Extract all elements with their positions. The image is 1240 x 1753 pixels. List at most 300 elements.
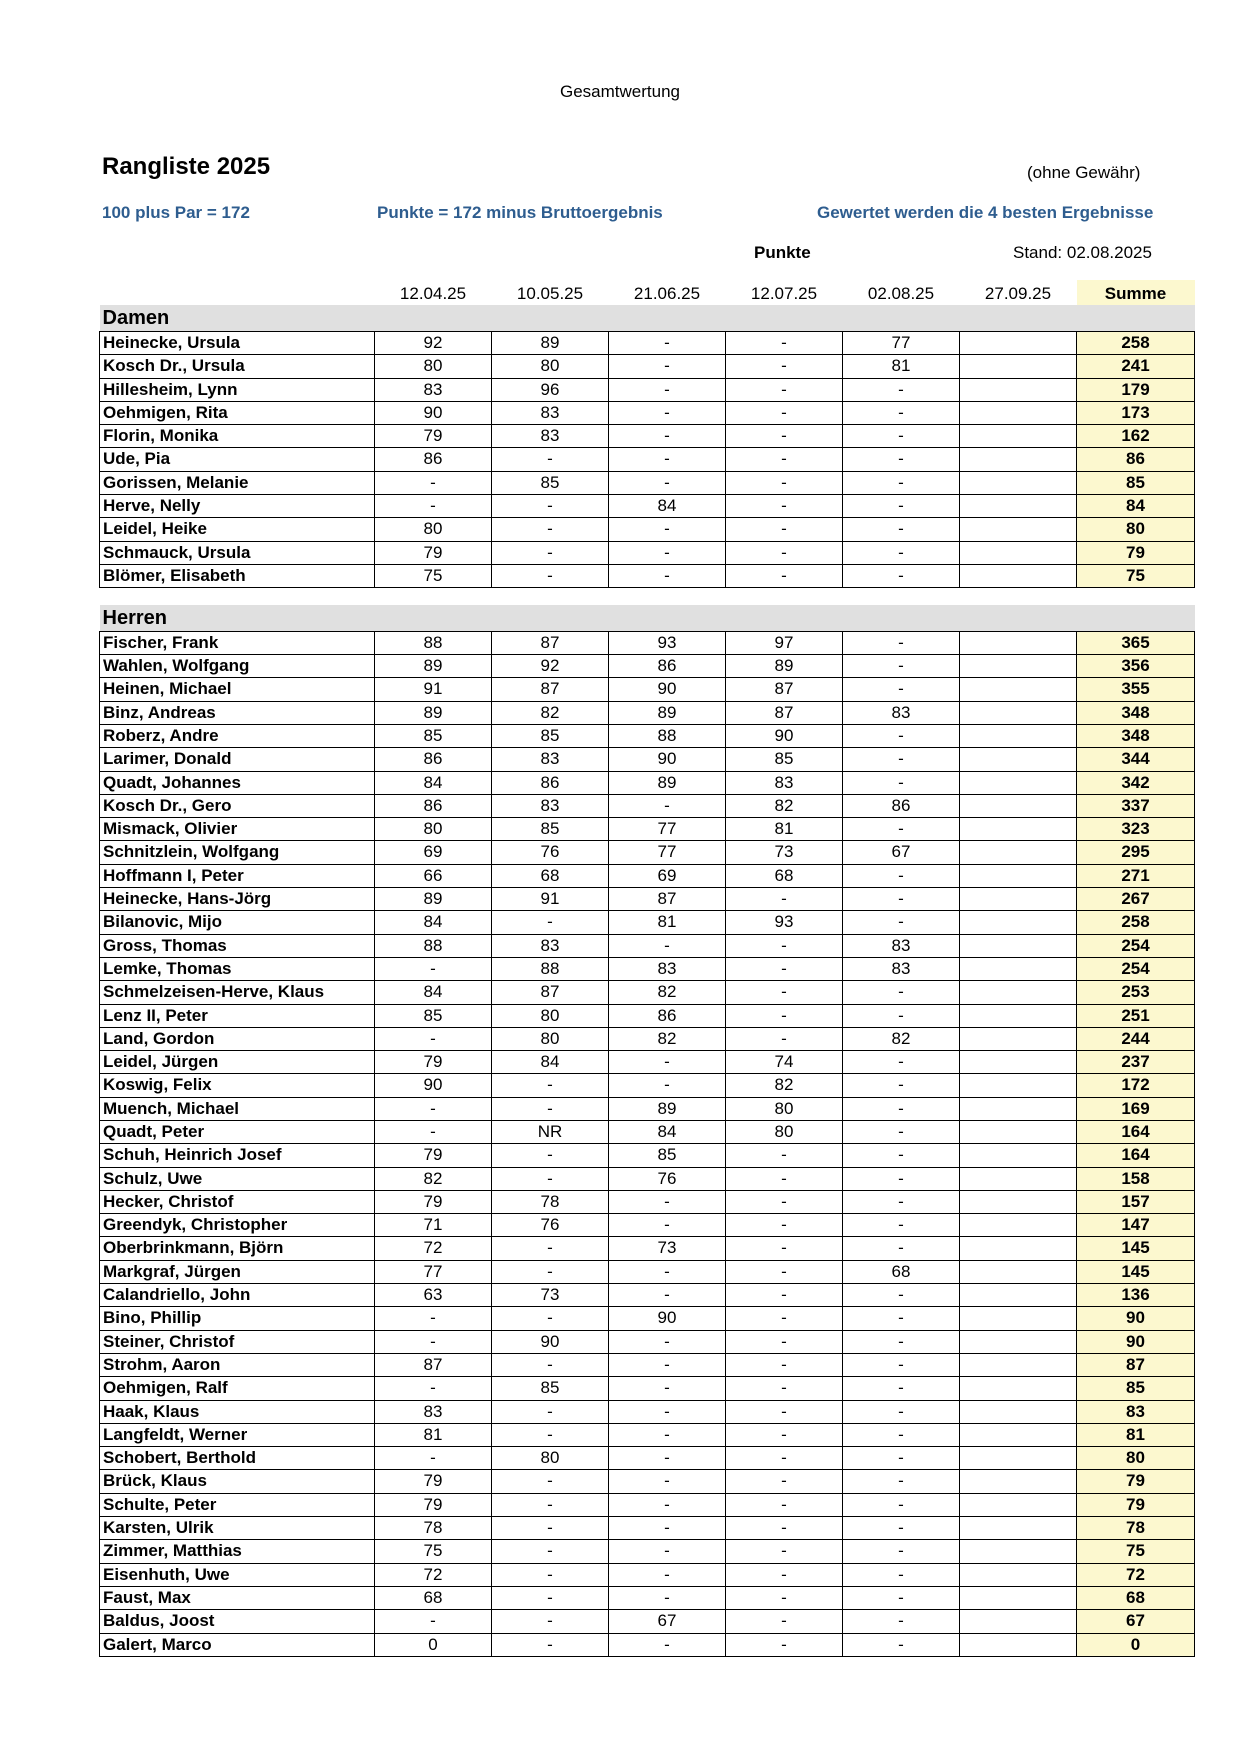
score-cell [960, 1470, 1077, 1493]
sum-cell: 348 [1077, 724, 1195, 747]
score-cell: - [726, 518, 843, 541]
score-cell: - [843, 1423, 960, 1446]
sum-cell: 164 [1077, 1121, 1195, 1144]
score-cell: - [726, 957, 843, 980]
sum-cell: 85 [1077, 471, 1195, 494]
score-cell: 88 [609, 724, 726, 747]
score-cell: 83 [843, 701, 960, 724]
score-cell: - [375, 1447, 492, 1470]
score-cell [960, 1121, 1077, 1144]
score-cell: - [843, 724, 960, 747]
score-cell: - [726, 1190, 843, 1213]
player-name-cell: Schnitzlein, Wolfgang [100, 841, 375, 864]
score-cell: - [609, 1353, 726, 1376]
table-row [100, 1586, 1195, 1609]
score-cell [960, 1330, 1077, 1353]
player-name-cell: Wahlen, Wolfgang [100, 655, 375, 678]
score-cell: - [609, 1423, 726, 1446]
score-cell: - [726, 1144, 843, 1167]
sum-cell: 251 [1077, 1004, 1195, 1027]
score-cell: - [609, 1284, 726, 1307]
score-cell: - [609, 564, 726, 587]
score-cell: 93 [609, 631, 726, 654]
score-cell: 83 [492, 934, 609, 957]
sum-cell: 356 [1077, 655, 1195, 678]
score-cell: - [492, 1633, 609, 1656]
score-cell: 80 [492, 1004, 609, 1027]
player-name-cell: Heinecke, Hans-Jörg [100, 888, 375, 911]
table-row [100, 355, 1195, 378]
score-cell: 81 [726, 818, 843, 841]
score-cell: - [609, 794, 726, 817]
score-cell: - [492, 1493, 609, 1516]
table-row [100, 655, 1195, 678]
section-title: Damen [100, 305, 1195, 332]
score-cell: - [843, 1097, 960, 1120]
score-cell [960, 934, 1077, 957]
score-cell [960, 1307, 1077, 1330]
score-cell: 73 [726, 841, 843, 864]
table-row [100, 888, 1195, 911]
score-cell: 79 [375, 425, 492, 448]
table-row [100, 1051, 1195, 1074]
score-cell: 81 [843, 355, 960, 378]
score-cell: 89 [609, 701, 726, 724]
sum-cell: 348 [1077, 701, 1195, 724]
score-cell: - [843, 1330, 960, 1353]
table-row [100, 1447, 1195, 1470]
score-cell: 72 [375, 1563, 492, 1586]
score-cell: 84 [492, 1051, 609, 1074]
table-row [100, 1214, 1195, 1237]
table-row [100, 1097, 1195, 1120]
score-cell [960, 794, 1077, 817]
score-cell: 88 [492, 957, 609, 980]
score-cell: - [609, 425, 726, 448]
column-header-date: 12.07.25 [750, 283, 818, 303]
table-row [100, 818, 1195, 841]
score-cell: - [843, 1563, 960, 1586]
player-name-cell: Bino, Phillip [100, 1307, 375, 1330]
score-cell: 82 [609, 1027, 726, 1050]
score-cell: 79 [375, 1470, 492, 1493]
table-row [100, 471, 1195, 494]
score-cell: - [492, 1400, 609, 1423]
table-row [100, 541, 1195, 564]
score-cell: - [492, 1097, 609, 1120]
player-name-cell: Strohm, Aaron [100, 1353, 375, 1376]
score-cell: 85 [492, 724, 609, 747]
table-row [100, 1470, 1195, 1493]
score-cell [960, 564, 1077, 587]
player-name-cell: Zimmer, Matthias [100, 1540, 375, 1563]
sum-cell: 145 [1077, 1237, 1195, 1260]
score-cell: 90 [609, 1307, 726, 1330]
score-cell: - [843, 1237, 960, 1260]
score-cell: - [726, 1353, 843, 1376]
score-cell: - [843, 1144, 960, 1167]
score-cell: - [726, 1377, 843, 1400]
score-cell: 77 [843, 332, 960, 355]
player-name-cell: Ude, Pia [100, 448, 375, 471]
score-cell: - [726, 981, 843, 1004]
score-cell: - [375, 471, 492, 494]
table-row [100, 1493, 1195, 1516]
score-cell [960, 378, 1077, 401]
score-cell [960, 724, 1077, 747]
table-row [100, 1190, 1195, 1213]
score-cell: 83 [609, 957, 726, 980]
score-cell: 83 [492, 748, 609, 771]
score-cell: - [843, 1051, 960, 1074]
sum-cell: 75 [1077, 1540, 1195, 1563]
score-cell: - [492, 448, 609, 471]
score-cell [960, 471, 1077, 494]
score-cell: - [843, 1470, 960, 1493]
player-name-cell: Schobert, Berthold [100, 1447, 375, 1470]
score-cell [960, 701, 1077, 724]
score-cell: - [843, 981, 960, 1004]
score-cell: 76 [609, 1167, 726, 1190]
score-cell: - [492, 1074, 609, 1097]
score-cell: 89 [492, 332, 609, 355]
table-row [100, 1307, 1195, 1330]
player-name-cell: Schmelzeisen-Herve, Klaus [100, 981, 375, 1004]
score-cell: 68 [843, 1260, 960, 1283]
score-cell: 89 [609, 771, 726, 794]
score-cell: 80 [492, 355, 609, 378]
score-cell: 86 [375, 448, 492, 471]
score-cell: - [609, 1633, 726, 1656]
score-cell: 83 [843, 957, 960, 980]
score-cell: 75 [375, 564, 492, 587]
score-cell: 86 [609, 1004, 726, 1027]
score-cell: - [843, 748, 960, 771]
sum-cell: 84 [1077, 495, 1195, 518]
score-cell: 82 [375, 1167, 492, 1190]
score-cell: - [726, 1330, 843, 1353]
sum-cell: 86 [1077, 448, 1195, 471]
table-row [100, 957, 1195, 980]
table-row [100, 1027, 1195, 1050]
score-cell [960, 518, 1077, 541]
player-name-cell: Roberz, Andre [100, 724, 375, 747]
sum-cell: 253 [1077, 981, 1195, 1004]
sum-cell: 83 [1077, 1400, 1195, 1423]
score-cell [960, 448, 1077, 471]
sum-cell: 244 [1077, 1027, 1195, 1050]
score-cell: 79 [375, 1051, 492, 1074]
score-cell: - [609, 1400, 726, 1423]
table-row [100, 1237, 1195, 1260]
score-cell [960, 981, 1077, 1004]
sum-cell: 87 [1077, 1353, 1195, 1376]
score-cell: - [726, 1610, 843, 1633]
table-row [100, 448, 1195, 471]
score-cell: - [609, 1330, 726, 1353]
sum-cell: 78 [1077, 1517, 1195, 1540]
score-cell: 90 [375, 1074, 492, 1097]
column-header-date: 10.05.25 [516, 283, 584, 303]
score-cell: 67 [609, 1610, 726, 1633]
score-cell [960, 1610, 1077, 1633]
score-cell: - [375, 1610, 492, 1633]
score-cell [960, 1074, 1077, 1097]
score-cell: - [726, 1447, 843, 1470]
score-cell [960, 1423, 1077, 1446]
player-name-cell: Haak, Klaus [100, 1400, 375, 1423]
score-cell: 0 [375, 1633, 492, 1656]
sum-cell: 90 [1077, 1307, 1195, 1330]
score-cell: 86 [492, 771, 609, 794]
score-cell: - [609, 518, 726, 541]
table-row [100, 1423, 1195, 1446]
sum-cell: 173 [1077, 401, 1195, 424]
score-cell: - [843, 1004, 960, 1027]
score-cell: NR [492, 1121, 609, 1144]
sum-cell: 342 [1077, 771, 1195, 794]
score-cell: 68 [726, 864, 843, 887]
score-cell: 73 [609, 1237, 726, 1260]
score-cell: - [726, 1633, 843, 1656]
score-cell: - [609, 401, 726, 424]
score-cell: 77 [375, 1260, 492, 1283]
score-cell: - [843, 495, 960, 518]
player-name-cell: Kosch Dr., Gero [100, 794, 375, 817]
table-row [100, 1144, 1195, 1167]
score-cell [960, 1144, 1077, 1167]
player-name-cell: Faust, Max [100, 1586, 375, 1609]
player-name-cell: Fischer, Frank [100, 631, 375, 654]
player-name-cell: Koswig, Felix [100, 1074, 375, 1097]
sum-cell: 355 [1077, 678, 1195, 701]
score-cell: - [375, 1330, 492, 1353]
score-cell: - [375, 957, 492, 980]
score-cell: - [609, 1074, 726, 1097]
score-cell: - [843, 564, 960, 587]
sum-cell: 337 [1077, 794, 1195, 817]
column-header-name [100, 280, 375, 305]
score-cell: - [843, 1540, 960, 1563]
sum-cell: 147 [1077, 1214, 1195, 1237]
score-cell: 81 [609, 911, 726, 934]
score-cell: - [375, 1307, 492, 1330]
score-cell: - [726, 1400, 843, 1423]
table-row [100, 1517, 1195, 1540]
player-name-cell: Oehmigen, Rita [100, 401, 375, 424]
rule-info: Gewertet werden die 4 besten Ergebnisse [817, 203, 1154, 222]
player-name-cell: Brück, Klaus [100, 1470, 375, 1493]
sum-cell: 344 [1077, 748, 1195, 771]
page-header: Gesamtwertung [560, 82, 680, 101]
score-cell: 80 [375, 818, 492, 841]
table-row [100, 1563, 1195, 1586]
score-cell: 96 [492, 378, 609, 401]
score-cell: - [375, 1027, 492, 1050]
score-cell: - [726, 1260, 843, 1283]
score-cell: 78 [375, 1517, 492, 1540]
score-cell: - [726, 355, 843, 378]
score-cell: - [492, 1563, 609, 1586]
score-cell: 89 [609, 1097, 726, 1120]
score-cell: - [726, 1214, 843, 1237]
score-cell: 82 [726, 794, 843, 817]
score-cell: - [492, 1517, 609, 1540]
score-cell: - [492, 518, 609, 541]
score-cell [960, 1237, 1077, 1260]
score-cell: 74 [726, 1051, 843, 1074]
score-cell: - [609, 378, 726, 401]
score-cell: 82 [609, 981, 726, 1004]
sum-cell: 241 [1077, 355, 1195, 378]
score-cell: - [843, 1586, 960, 1609]
column-header-date: 02.08.25 [867, 283, 935, 303]
score-cell [960, 655, 1077, 678]
sum-cell: 157 [1077, 1190, 1195, 1213]
score-cell [960, 1586, 1077, 1609]
sum-cell: 90 [1077, 1330, 1195, 1353]
par-info: 100 plus Par = 172 [102, 203, 250, 222]
sum-cell: 136 [1077, 1284, 1195, 1307]
table-row [100, 864, 1195, 887]
sum-cell: 172 [1077, 1074, 1195, 1097]
score-cell: 93 [726, 911, 843, 934]
score-cell: - [492, 495, 609, 518]
score-cell: 89 [726, 655, 843, 678]
score-cell: 68 [375, 1586, 492, 1609]
player-name-cell: Lemke, Thomas [100, 957, 375, 980]
table-row [100, 564, 1195, 587]
table-row [100, 332, 1195, 355]
score-cell [960, 888, 1077, 911]
score-cell: - [843, 1214, 960, 1237]
score-cell: - [843, 1353, 960, 1376]
score-cell: 82 [492, 701, 609, 724]
score-cell [960, 1563, 1077, 1586]
score-cell [960, 631, 1077, 654]
score-cell: - [609, 1214, 726, 1237]
score-cell: 85 [492, 818, 609, 841]
score-cell: - [609, 1190, 726, 1213]
points-label: Punkte [754, 243, 811, 262]
table-row [100, 1610, 1195, 1633]
table-row [100, 1260, 1195, 1283]
score-cell: 87 [492, 678, 609, 701]
player-name-cell: Gross, Thomas [100, 934, 375, 957]
score-cell: - [843, 655, 960, 678]
score-cell: - [843, 1190, 960, 1213]
player-name-cell: Lenz II, Peter [100, 1004, 375, 1027]
score-cell: 84 [609, 1121, 726, 1144]
score-cell [960, 911, 1077, 934]
table-row [100, 794, 1195, 817]
player-name-cell: Oberbrinkmann, Björn [100, 1237, 375, 1260]
score-cell: - [843, 1121, 960, 1144]
table-row [100, 678, 1195, 701]
sum-cell: 258 [1077, 332, 1195, 355]
score-cell [960, 1284, 1077, 1307]
sum-cell: 258 [1077, 911, 1195, 934]
score-cell [960, 748, 1077, 771]
score-cell: 83 [843, 934, 960, 957]
score-cell: - [843, 401, 960, 424]
score-cell: - [492, 541, 609, 564]
score-cell: 83 [375, 1400, 492, 1423]
score-cell: 77 [609, 841, 726, 864]
player-name-cell: Florin, Monika [100, 425, 375, 448]
score-cell: - [492, 1167, 609, 1190]
score-cell: 81 [375, 1423, 492, 1446]
table-row [100, 981, 1195, 1004]
section-title: Herren [100, 605, 1195, 632]
score-cell: - [609, 355, 726, 378]
player-name-cell: Muench, Michael [100, 1097, 375, 1120]
score-cell: - [843, 771, 960, 794]
column-header-sum: Summe [1077, 280, 1195, 305]
player-name-cell: Hecker, Christof [100, 1190, 375, 1213]
score-cell: - [609, 1470, 726, 1493]
score-cell: 85 [375, 724, 492, 747]
sum-cell: 179 [1077, 378, 1195, 401]
score-cell: - [726, 1517, 843, 1540]
score-cell: 73 [492, 1284, 609, 1307]
score-cell: 85 [375, 1004, 492, 1027]
player-name-cell: Schuh, Heinrich Josef [100, 1144, 375, 1167]
disclaimer-note: (ohne Gewähr) [1027, 163, 1141, 182]
score-cell: - [726, 1237, 843, 1260]
score-cell: 79 [375, 541, 492, 564]
score-cell [960, 957, 1077, 980]
score-cell [960, 1167, 1077, 1190]
score-cell [960, 355, 1077, 378]
score-cell: - [726, 471, 843, 494]
player-name-cell: Oehmigen, Ralf [100, 1377, 375, 1400]
score-cell: 92 [492, 655, 609, 678]
player-name-cell: Land, Gordon [100, 1027, 375, 1050]
sum-cell: 68 [1077, 1586, 1195, 1609]
score-cell: 89 [375, 655, 492, 678]
score-cell: - [609, 1563, 726, 1586]
score-cell: - [609, 332, 726, 355]
score-cell: - [492, 1260, 609, 1283]
score-cell: 69 [609, 864, 726, 887]
table-row [100, 748, 1195, 771]
score-cell: - [726, 1493, 843, 1516]
score-cell: - [843, 1167, 960, 1190]
score-cell: 84 [375, 911, 492, 934]
score-cell: 80 [726, 1097, 843, 1120]
column-header-date: 27.09.25 [984, 283, 1052, 303]
score-cell: 69 [375, 841, 492, 864]
player-name-cell: Schmauck, Ursula [100, 541, 375, 564]
score-cell [960, 1633, 1077, 1656]
sum-cell: 169 [1077, 1097, 1195, 1120]
score-cell: 66 [375, 864, 492, 887]
score-cell: 90 [492, 1330, 609, 1353]
score-cell: - [492, 911, 609, 934]
score-cell: - [726, 401, 843, 424]
score-cell: - [492, 1353, 609, 1376]
sum-cell: 254 [1077, 957, 1195, 980]
score-cell: - [726, 1563, 843, 1586]
player-name-cell: Blömer, Elisabeth [100, 564, 375, 587]
score-cell [960, 425, 1077, 448]
score-cell: - [492, 1470, 609, 1493]
player-name-cell: Schulz, Uwe [100, 1167, 375, 1190]
score-cell: - [843, 1447, 960, 1470]
score-cell: 71 [375, 1214, 492, 1237]
score-cell: - [726, 934, 843, 957]
